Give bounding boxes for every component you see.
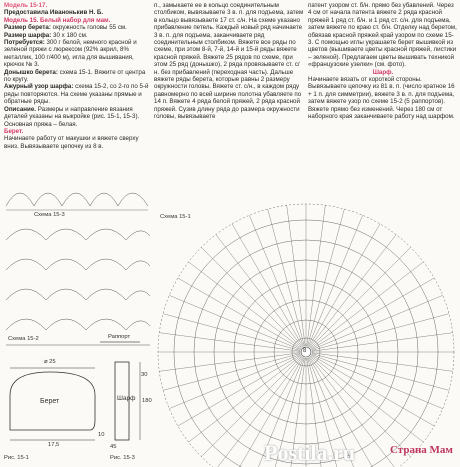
model-title: Модель 15-17.: [4, 2, 48, 9]
watermark-logo: [264, 438, 460, 467]
chart-spoke: [163, 354, 300, 391]
size-scarf-label: Размер шарфа:: [4, 31, 52, 39]
size-beret: окружность головы 55 см.: [52, 24, 127, 32]
lace: схема 15-2, со 2-го по 5-й ряды повторяются. На схеме указаны прямые и обратные ряды.: [4, 83, 149, 106]
watermark-script: Postila.ru: [264, 440, 356, 465]
chart-spoke: [311, 262, 424, 348]
chart-spoke: [312, 333, 453, 352]
chart-spoke: [189, 356, 302, 442]
caption-dim-17-5: 17,5: [48, 442, 60, 448]
chart-spoke: [216, 235, 302, 348]
chart-spoke: [163, 314, 300, 351]
size-scarf: 30 х 180 см.: [53, 31, 88, 39]
caption-fig-15-3: Рис. 15-3: [110, 455, 135, 461]
model-subtitle: Модель 15. Белый набор для мам.: [4, 16, 111, 24]
chart-spoke: [307, 205, 326, 346]
chart-spoke: [268, 209, 305, 346]
desc-label: Описание.: [4, 105, 37, 113]
caption-scarf: Шарф: [117, 395, 136, 402]
chart-spoke: [308, 209, 345, 346]
chart-spoke: [287, 205, 306, 346]
pattern-label: Донышко берета:: [4, 68, 58, 76]
caption-rapport: Раппорт: [108, 334, 131, 340]
caption-scheme-15-2: Схема 15-2: [8, 336, 39, 342]
caption-beret: Берет: [40, 398, 60, 405]
chart-spoke: [189, 262, 302, 348]
chart-spoke: [312, 354, 449, 391]
col3-text: патент узором ст. б/н. прямо без убавлений. Через 4 см от начала патента вяжете 2 ряда красной пряжей 1 ряд ст. б/н. и 1 ряд ст. с/н. для подъема, затем вяжете по краю ст. б/н. Отделку над беретом, обвязав красной пряжей край узором по схеме 15-3. С помощью иглы украшаете берет вышивкой из цветов (вышиваете цветы красной пряжей, листики – зеленой). Предлагаем цветы вышивать техникой «французские узелки» (см. фото).: [308, 2, 457, 69]
chart-spoke: [311, 356, 424, 442]
chart-spoke: [312, 353, 453, 372]
author: Предоставила Иванонькив Н. Б.: [4, 9, 104, 17]
scarf-label: Шарф.: [372, 68, 394, 76]
scheme-15-2-diagram: [6, 229, 150, 345]
col2-text: п., замыкаете ее в кольцо соединительным столбиком, вывязываете 3 в. п. для подъема, затем в кольцо вывязываете 17 ст. с/н. На схеме указано прибавление петель. Каждый новый ряд начинаете 3 в. п. для подъема, заканчиваете ряд соединительным столбиком. Вяжете все ряды по схеме, при этом 8-й, 7-й, 14-й и 15-й ряды вяжете красной пряжей. Вяжете 25 рядов по схеме, при этом 25 ряд (донышко), 2 ряда провязываете ст. с/н. без прибавлений (переходная часть). Дальше вяжете ряды берета, которые равны 2 размеру окружности головы. Вяжете ст. с/н., в каждом ряду равномерно по всей ширине полотна убавляете по 14 п. Вяжете 4 ряда белой пряжей, 2 ряда красной пряжей. Сузив длину ряда до размера окружности головы, вывязываете: [154, 2, 304, 121]
desc: Размеры и направление вязания деталей указаны на выкройке (рис. 15-1, 15-3). Основная пряжа – белая.: [4, 105, 140, 128]
lace-label: Ажурный узор шарфа:: [4, 83, 74, 91]
needed: 300 г белой, немного красной и зеленой пряжи с люрексом (92% акрил, 8% металлик, 100 г/400 м), игла для вышивания, крючок № 3.: [4, 39, 137, 69]
caption-scheme-15-3: Схема 15-3: [34, 212, 65, 218]
chart-spoke: [310, 247, 410, 347]
chart-spoke: [159, 353, 300, 372]
chart-spokes: [158, 204, 454, 467]
pattern: схема 15-1. Вяжите от центра по кругу.: [4, 68, 146, 84]
caption-scheme-15-1: Схема 15-1: [160, 214, 191, 220]
caption-fig-15-1: Рис. 15-1: [4, 455, 29, 461]
watermark-text: Страна Мам: [390, 444, 453, 456]
caption-dim-10: 10: [98, 432, 105, 438]
beret-label: Берет.: [4, 127, 24, 135]
caption-dim-180: 180: [142, 398, 152, 404]
scarf-text: Начинаете вязать от короткой стороны. Вывязываете цепочку из 81 в. п. (число кратное 16 + 1 п. для симметрии), вяжете 3 в. п. для подъема, затем вяжете узор по схеме 15-2 (5 раппортов). Вяжете прямо без изменений. Через 180 см от наборного края заканчиваете работу над шарфом.: [308, 76, 455, 121]
size-beret-label: Размер берета:: [4, 24, 51, 32]
caption-dim-45: 45: [110, 444, 117, 450]
caption-dim-30: 30: [141, 372, 148, 378]
needed-label: Потребуется:: [4, 39, 45, 47]
caption-diam: ⌀ 25: [44, 359, 56, 365]
center-label: 8: [303, 348, 307, 354]
chart-spoke: [310, 235, 396, 348]
beret-text: Начинаете работу от макушки и вяжете сверху вниз. Вывязываете цепочку из 8 в.: [4, 135, 139, 150]
chart-spoke: [312, 314, 449, 351]
chart-spoke: [159, 333, 300, 352]
chart-spoke: [201, 247, 301, 347]
scheme-15-3-diagram: [6, 193, 148, 210]
